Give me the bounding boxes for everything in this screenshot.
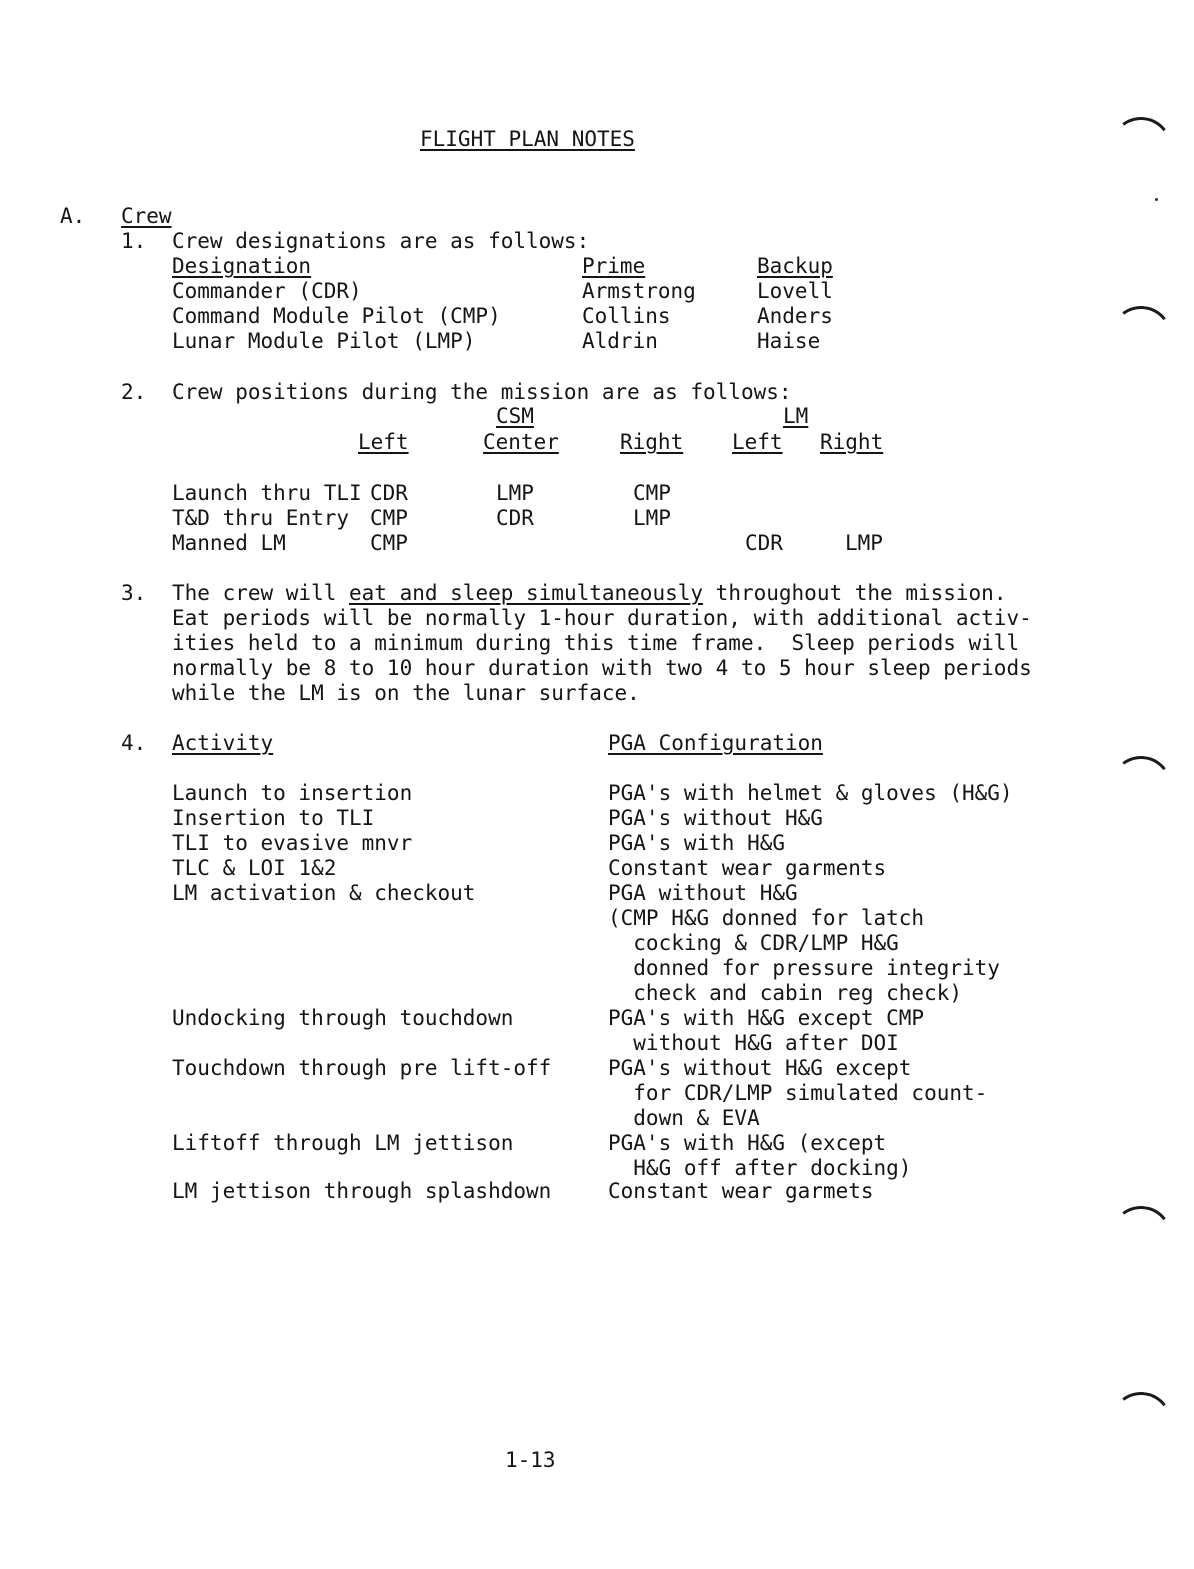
pga-cell: cocking & CDR/LMP H&G (608, 931, 899, 955)
activity-cell: Insertion to TLI (172, 806, 375, 830)
designation-header: Designation (172, 254, 312, 278)
position-cell: LMP (496, 481, 534, 505)
position-cell: LMP (633, 506, 671, 530)
page-title: FLIGHT PLAN NOTES (420, 127, 635, 151)
pga-cell: PGA's without H&G (608, 806, 823, 830)
position-cell: CDR (745, 531, 783, 555)
activity-cell: Undocking through touchdown (172, 1006, 514, 1030)
scan-speck (1155, 198, 1158, 201)
col-lm-right-header: Right (820, 430, 884, 454)
binder-hole-icon (1106, 1388, 1176, 1458)
item-2-intro: Crew positions during the mission are as follows: (172, 380, 792, 404)
pga-cell: H&G off after docking) (608, 1156, 912, 1180)
pga-cell: PGA's with helmet & gloves (H&G) (608, 781, 1013, 805)
position-cell: CMP (370, 531, 408, 555)
pga-cell: Constant wear garments (608, 856, 887, 880)
prime-header: Prime (582, 254, 646, 278)
backup-cell: Lovell (757, 279, 833, 303)
col-right-header: Right (620, 430, 684, 454)
pga-cell: for CDR/LMP simulated count- (608, 1081, 988, 1105)
activity-cell: TLC & LOI 1&2 (172, 856, 337, 880)
backup-cell: Anders (757, 304, 833, 328)
activity-cell: Launch to insertion (172, 781, 413, 805)
pga-header: PGA Configuration (608, 731, 823, 755)
pga-cell: PGA's with H&G (608, 831, 786, 855)
position-cell: CDR (496, 506, 534, 530)
binder-hole-icon (1106, 113, 1176, 183)
item-3-line: The crew will eat and sleep simultaneously throughout the mission. (172, 581, 1007, 605)
activity-cell: Touchdown through pre lift-off (172, 1056, 552, 1080)
activity-cell: LM jettison through splashdown (172, 1179, 552, 1203)
position-cell: CMP (633, 481, 671, 505)
phase-cell: Launch thru TLI (172, 481, 362, 505)
item-3-number: 3. (121, 581, 147, 605)
pga-cell: PGA's with H&G except CMP (608, 1006, 925, 1030)
phase-cell: T&D thru Entry (172, 506, 350, 530)
activity-header: Activity (172, 731, 274, 755)
binder-hole-icon (1106, 302, 1176, 372)
item-3-line: ities held to a minimum during this time frame. Sleep periods will (172, 631, 1020, 655)
lm-group-header: LM (783, 404, 809, 428)
page-number: 1-13 (505, 1448, 556, 1472)
pga-cell: PGA's with H&G (except (608, 1131, 887, 1155)
position-cell: LMP (845, 531, 883, 555)
binder-hole-icon (1106, 752, 1176, 822)
item-1-number: 1. (121, 229, 147, 253)
section-letter: A. (60, 204, 86, 228)
prime-cell: Collins (582, 304, 671, 328)
designation-cell: Commander (CDR) (172, 279, 362, 303)
section-heading: Crew (121, 204, 172, 228)
pga-cell: (CMP H&G donned for latch (608, 906, 925, 930)
csm-group-header: CSM (496, 404, 534, 428)
item-1-intro: Crew designations are as follows: (172, 229, 590, 253)
pga-cell: Constant wear garmets (608, 1179, 874, 1203)
pga-cell: check and cabin reg check) (608, 981, 963, 1005)
item-3-line: Eat periods will be normally 1-hour duration, with additional activ- (172, 606, 1032, 630)
activity-cell: Liftoff through LM jettison (172, 1131, 514, 1155)
pga-cell: down & EVA (608, 1106, 760, 1130)
item-4-number: 4. (121, 731, 147, 755)
backup-cell: Haise (757, 329, 821, 353)
col-left-header: Left (358, 430, 409, 454)
prime-cell: Armstrong (582, 279, 696, 303)
activity-cell: LM activation & checkout (172, 881, 476, 905)
phase-cell: Manned LM (172, 531, 286, 555)
pga-cell: donned for pressure integrity (608, 956, 1000, 980)
binder-hole-icon (1106, 1202, 1176, 1272)
col-lm-left-header: Left (732, 430, 783, 454)
designation-cell: Lunar Module Pilot (LMP) (172, 329, 476, 353)
pga-cell: without H&G after DOI (608, 1031, 899, 1055)
item-3-line: while the LM is on the lunar surface. (172, 681, 640, 705)
pga-cell: PGA's without H&G except (608, 1056, 912, 1080)
activity-cell: TLI to evasive mnvr (172, 831, 413, 855)
position-cell: CMP (370, 506, 408, 530)
item-3-line: normally be 8 to 10 hour duration with two 4 to 5 hour sleep periods (172, 656, 1032, 680)
position-cell: CDR (370, 481, 408, 505)
col-center-header: Center (483, 430, 559, 454)
backup-header: Backup (757, 254, 833, 278)
designation-cell: Command Module Pilot (CMP) (172, 304, 501, 328)
prime-cell: Aldrin (582, 329, 658, 353)
item-2-number: 2. (121, 380, 147, 404)
pga-cell: PGA without H&G (608, 881, 798, 905)
